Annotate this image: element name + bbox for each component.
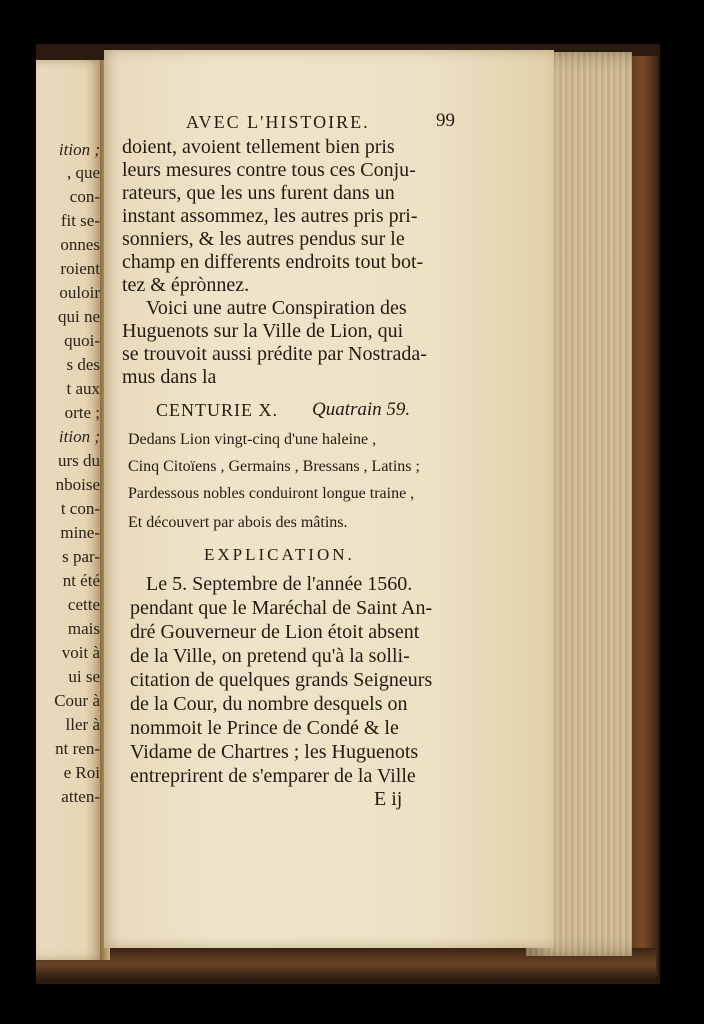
verse-line: Dedans Lion vingt-cinq d'une haleine , [128,431,377,448]
left-fragment: s par- [62,547,100,566]
centurie-heading: CENTURIE X. [156,400,278,420]
left-fragment: qui ne [57,307,100,326]
left-fragment: urs du [57,451,100,470]
text-line: dré Gouverneur de Lion étoit absent [130,621,420,643]
text-line: rateurs, que les uns furent dans un [122,182,395,204]
text-line: mus dans la [122,366,217,388]
left-fragment: ller à [65,715,100,734]
left-fragment: Cour à [54,691,100,710]
book-spine [628,56,658,976]
left-fragment: quoi- [64,331,100,350]
left-fragment: nt été [62,571,100,590]
text-line: champ en differents endroits tout bot- [122,251,424,273]
running-title: AVEC L'HISTOIRE. [186,112,370,132]
left-fragment: t aux [66,379,100,398]
left-fragment: roient [60,259,100,278]
left-fragment: atten- [61,787,100,806]
text-line: Vidame de Chartres ; les Huguenots [130,741,419,763]
left-fragment: con- [69,187,100,206]
left-fragment: s des [66,355,100,374]
left-page [36,60,104,960]
left-fragment: onnes [60,235,100,254]
left-fragment: fit se- [60,211,100,230]
verse-line: Pardessous nobles conduiront longue traine , [128,485,415,502]
explication-heading: EXPLICATION. [204,545,355,564]
left-fragment: cette [67,595,100,614]
signature-mark: E ij [374,788,403,810]
verse-line: Et découvert par abois des mâtins. [128,514,348,531]
text-line: Le 5. Septembre de l'année 1560. [146,573,413,595]
text-line: entreprirent de s'emparer de la Ville [130,765,416,787]
left-fragment: ouloir [59,283,100,302]
left-fragment: nt ren- [55,739,100,758]
text-line: nommoit le Prince de Condé & le [130,717,399,739]
text-line: leurs mesures contre tous ces Conju- [122,159,416,181]
text-line: pendant que le Maréchal de Saint An- [130,597,433,619]
left-fragment: ition ; [58,427,100,446]
text-line: Huguenots sur la Ville de Lion, qui [122,320,404,342]
text-line: de la Cour, du nombre desquels on [130,693,408,715]
text-line: de la Ville, on pretend qu'à la solli- [130,645,410,667]
text-line: doient, avoient tellement bien pris [122,136,395,158]
left-fragment: voit à [61,643,100,662]
left-fragment: nboise [55,475,100,494]
text-line: Voici une autre Conspiration des [146,297,407,319]
left-fragment: orte ; [64,403,100,422]
left-fragment: ition ; [58,140,100,159]
left-fragment: , que [66,163,100,182]
text-line: sonniers, & les autres pendus sur le [122,228,405,250]
text-line: se trouvoit aussi prédite par Nostrada- [122,343,427,365]
left-fragment: ui se [68,667,100,686]
text-line: tez & éprònnez. [122,274,250,296]
quatrain-label: Quatrain 59. [312,399,411,420]
verse-line: Cinq Citoïens , Germains , Bressans , Latins ; [128,458,420,475]
text-line: instant assommez, les autres pris pri- [122,205,418,227]
left-fragment: e Roi [63,763,100,782]
page-number: 99 [436,110,455,131]
left-fragment: t con- [60,499,100,518]
left-fragment: mine- [60,523,100,542]
text-line: citation de quelques grands Seigneurs [130,669,433,691]
left-fragment: mais [67,619,100,638]
